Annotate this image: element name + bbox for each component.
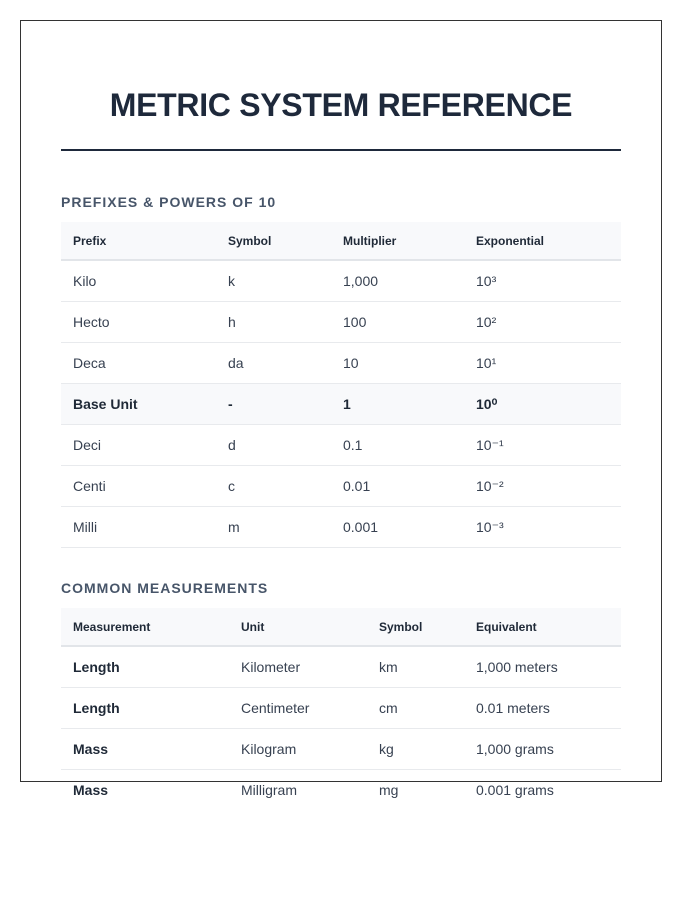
cell-unit: Milligram bbox=[229, 770, 367, 804]
table-row bbox=[61, 770, 621, 804]
cell-symbol: - bbox=[216, 384, 331, 425]
cell-exponential: 10³ bbox=[464, 260, 621, 302]
cell-multiplier: 10 bbox=[331, 343, 464, 384]
cell-prefix: Base Unit bbox=[61, 384, 216, 425]
cell-exponential: 10¹ bbox=[464, 343, 621, 384]
table-row bbox=[61, 688, 621, 729]
table-row bbox=[61, 466, 621, 507]
cell-exponential: 10⁻¹ bbox=[464, 425, 621, 466]
prefixes-table bbox=[61, 222, 621, 548]
document-page bbox=[21, 21, 661, 803]
page-title: METRIC SYSTEM REFERENCE bbox=[109, 87, 573, 123]
cell-prefix: Deca bbox=[61, 343, 216, 384]
cell-multiplier: 0.1 bbox=[331, 425, 464, 466]
cell-multiplier: 0.001 bbox=[331, 507, 464, 548]
cell-symbol: h bbox=[216, 302, 331, 343]
cell-symbol: c bbox=[216, 466, 331, 507]
cell-symbol: m bbox=[216, 507, 331, 548]
cell-multiplier: 0.01 bbox=[331, 466, 464, 507]
cell-multiplier: 1,000 bbox=[331, 260, 464, 302]
column-header-equivalent: Equivalent bbox=[464, 608, 621, 646]
table-header-row bbox=[61, 608, 621, 646]
cell-equivalent: 0.01 meters bbox=[464, 688, 621, 729]
table-row bbox=[61, 729, 621, 770]
cell-symbol: mg bbox=[367, 770, 464, 804]
cell-symbol: d bbox=[216, 425, 331, 466]
cell-exponential: 10⁻² bbox=[464, 466, 621, 507]
cell-prefix: Deci bbox=[61, 425, 216, 466]
table-row bbox=[61, 425, 621, 466]
cell-equivalent: 1,000 meters bbox=[464, 646, 621, 688]
table-header-row bbox=[61, 222, 621, 260]
cell-prefix: Hecto bbox=[61, 302, 216, 343]
cell-unit: Kilometer bbox=[229, 646, 367, 688]
table-row bbox=[61, 343, 621, 384]
table-row-base-unit bbox=[61, 384, 621, 425]
cell-prefix: Centi bbox=[61, 466, 216, 507]
column-header-symbol: Symbol bbox=[216, 222, 331, 260]
table-row bbox=[61, 260, 621, 302]
cell-symbol: k bbox=[216, 260, 331, 302]
column-header-multiplier: Multiplier bbox=[331, 222, 464, 260]
cell-multiplier: 1 bbox=[331, 384, 464, 425]
column-header-prefix: Prefix bbox=[61, 222, 216, 260]
cell-exponential: 10² bbox=[464, 302, 621, 343]
cell-symbol: kg bbox=[367, 729, 464, 770]
section-title-measurements: COMMON MEASUREMENTS bbox=[61, 580, 269, 596]
section-title-prefixes: PREFIXES & POWERS OF 10 bbox=[61, 194, 277, 210]
cell-exponential: 10⁰ bbox=[464, 384, 621, 425]
cell-equivalent: 1,000 grams bbox=[464, 729, 621, 770]
table-row bbox=[61, 302, 621, 343]
cell-unit: Centimeter bbox=[229, 688, 367, 729]
cell-unit: Kilogram bbox=[229, 729, 367, 770]
column-header-symbol: Symbol bbox=[367, 608, 464, 646]
cell-equivalent: 0.001 grams bbox=[464, 770, 621, 804]
cell-prefix: Milli bbox=[61, 507, 216, 548]
cell-symbol: cm bbox=[367, 688, 464, 729]
measurements-table bbox=[61, 608, 621, 803]
table-row bbox=[61, 646, 621, 688]
cell-measurement: Length bbox=[61, 646, 229, 688]
cell-measurement: Length bbox=[61, 688, 229, 729]
document-content bbox=[21, 21, 661, 803]
cell-exponential: 10⁻³ bbox=[464, 507, 621, 548]
column-header-unit: Unit bbox=[229, 608, 367, 646]
cell-measurement: Mass bbox=[61, 770, 229, 804]
cell-measurement: Mass bbox=[61, 729, 229, 770]
table-row bbox=[61, 507, 621, 548]
title-divider bbox=[61, 149, 621, 151]
cell-symbol: km bbox=[367, 646, 464, 688]
cell-multiplier: 100 bbox=[331, 302, 464, 343]
column-header-exponential: Exponential bbox=[464, 222, 621, 260]
cell-prefix: Kilo bbox=[61, 260, 216, 302]
column-header-measurement: Measurement bbox=[61, 608, 229, 646]
cell-symbol: da bbox=[216, 343, 331, 384]
